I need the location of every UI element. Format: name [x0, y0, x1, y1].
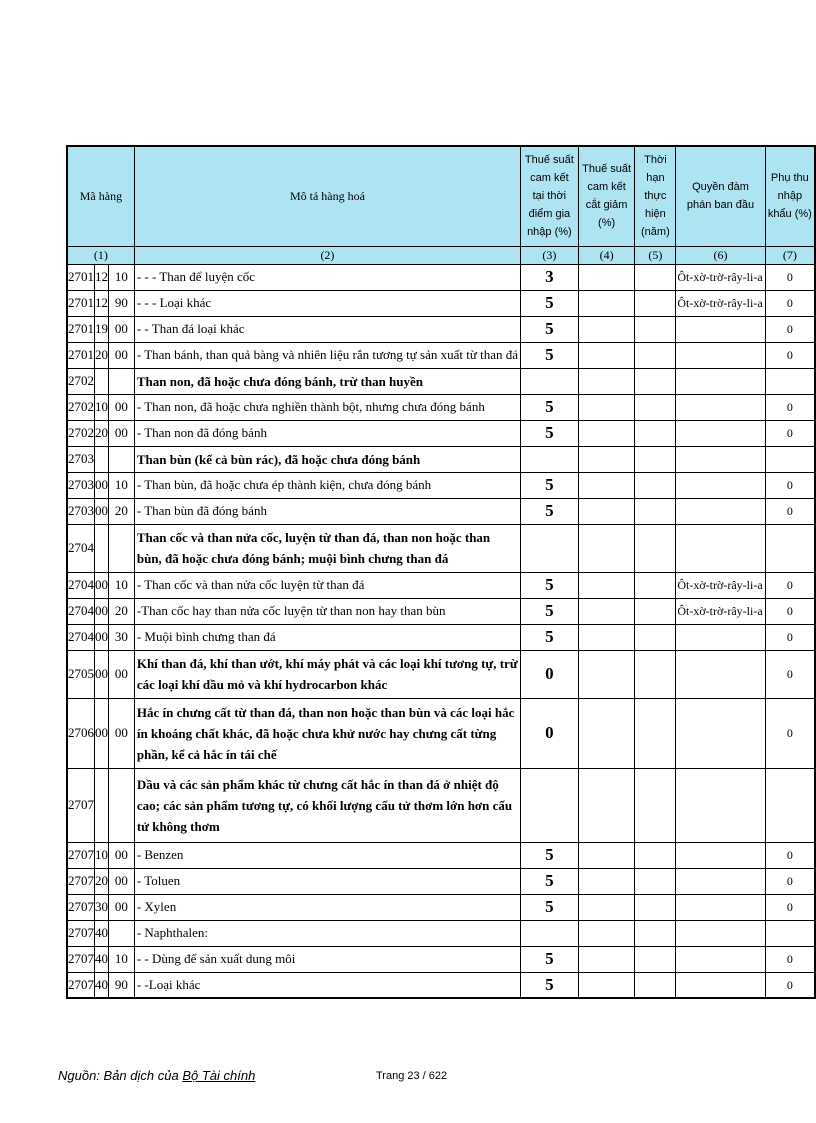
subheading-code: 00: [95, 472, 109, 498]
negotiating-rights: [676, 446, 765, 472]
description: - - - Than để luyện cốc: [134, 264, 520, 290]
negotiating-rights: [676, 472, 765, 498]
tariff-line-code: 30: [109, 624, 135, 650]
tariff-line-code: 00: [109, 698, 135, 768]
negotiating-rights: [676, 524, 765, 572]
negotiating-rights: [676, 868, 765, 894]
table-row: [67, 920, 815, 946]
reduced-rate: [578, 290, 635, 316]
heading-code: 2701: [67, 316, 95, 342]
tariff-line-code: 10: [109, 572, 135, 598]
heading-code: 2707: [67, 842, 95, 868]
tariff-line-code: 00: [109, 394, 135, 420]
import-surcharge: 0: [765, 598, 815, 624]
import-surcharge: 0: [765, 498, 815, 524]
negotiating-rights: Ôt-xờ-trờ-rây-li-a: [676, 290, 765, 316]
import-surcharge: 0: [765, 624, 815, 650]
subheading-code: 40: [95, 972, 109, 998]
import-surcharge: [765, 446, 815, 472]
heading-code: 2702: [67, 368, 95, 394]
base-rate: [521, 920, 579, 946]
table-row: [67, 972, 815, 998]
subheading-code: [95, 524, 109, 572]
reduced-rate: [578, 894, 635, 920]
col-number: (2): [134, 246, 520, 264]
implementation-period: [635, 342, 676, 368]
import-surcharge: 0: [765, 290, 815, 316]
negotiating-rights: [676, 842, 765, 868]
import-surcharge: 0: [765, 946, 815, 972]
heading-code: 2707: [67, 920, 95, 946]
description: Than bùn (kể cả bùn rác), đã hoặc chưa đóng bánh: [134, 446, 520, 472]
source-prefix: Nguồn: Bản dịch của: [58, 1068, 183, 1083]
tariff-line-code: 00: [109, 868, 135, 894]
subheading-code: 20: [95, 420, 109, 446]
description: - - Dùng để sản xuất dung môi: [134, 946, 520, 972]
reduced-rate: [578, 394, 635, 420]
description: Than non, đã hoặc chưa đóng bánh, trừ than huyền: [134, 368, 520, 394]
col-number: (4): [578, 246, 635, 264]
negotiating-rights: [676, 698, 765, 768]
table-row: [67, 446, 815, 472]
reduced-rate: [578, 420, 635, 446]
source-note: [58, 1068, 255, 1083]
base-rate: 5: [521, 316, 579, 342]
heading-code: 2704: [67, 624, 95, 650]
description: - Benzen: [134, 842, 520, 868]
import-surcharge: 0: [765, 472, 815, 498]
heading-code: 2707: [67, 868, 95, 894]
reduced-rate: [578, 868, 635, 894]
import-surcharge: [765, 524, 815, 572]
import-surcharge: 0: [765, 316, 815, 342]
description: - Naphthalen:: [134, 920, 520, 946]
negotiating-rights: [676, 420, 765, 446]
description: Khí than đá, khí than ướt, khí máy phát và các loại khí tương tự, trừ các loại khí dầu mỏ và khí hydrocarbon khác: [134, 650, 520, 698]
subheading-code: 20: [95, 868, 109, 894]
tariff-line-code: 00: [109, 894, 135, 920]
implementation-period: [635, 368, 676, 394]
subheading-code: 00: [95, 698, 109, 768]
import-surcharge: [765, 920, 815, 946]
table-row: [67, 894, 815, 920]
import-surcharge: 0: [765, 972, 815, 998]
table-row: [67, 868, 815, 894]
reduced-rate: [578, 472, 635, 498]
col-number: (7): [765, 246, 815, 264]
tariff-line-code: 00: [109, 316, 135, 342]
implementation-period: [635, 972, 676, 998]
table-row: [67, 946, 815, 972]
reduced-rate: [578, 316, 635, 342]
description: - Toluen: [134, 868, 520, 894]
tariff-line-code: 10: [109, 946, 135, 972]
description: - Than non đã đóng bánh: [134, 420, 520, 446]
tariff-line-code: 90: [109, 290, 135, 316]
col-number: (5): [635, 246, 676, 264]
reduced-rate: [578, 572, 635, 598]
negotiating-rights: [676, 920, 765, 946]
heading-code: 2704: [67, 524, 95, 572]
header-quyen-dam-phan: Quyền đàm phán ban đầu: [676, 146, 765, 246]
implementation-period: [635, 472, 676, 498]
description: - Than bùn đã đóng bánh: [134, 498, 520, 524]
negotiating-rights: Ôt-xờ-trờ-rây-li-a: [676, 598, 765, 624]
base-rate: 5: [521, 572, 579, 598]
heading-code: 2703: [67, 472, 95, 498]
import-surcharge: 0: [765, 842, 815, 868]
description: - Than bánh, than quả bàng và nhiên liệu rắn tương tự sản xuất từ than đá: [134, 342, 520, 368]
reduced-rate: [578, 342, 635, 368]
base-rate: [521, 768, 579, 842]
import-surcharge: [765, 768, 815, 842]
table-row: [67, 572, 815, 598]
implementation-period: [635, 868, 676, 894]
negotiating-rights: [676, 316, 765, 342]
subheading-code: 40: [95, 920, 109, 946]
subheading-code: 12: [95, 290, 109, 316]
table-row: [67, 394, 815, 420]
description: - Than non, đã hoặc chưa nghiền thành bột, nhưng chưa đóng bánh: [134, 394, 520, 420]
implementation-period: [635, 842, 676, 868]
tariff-line-code: 20: [109, 598, 135, 624]
table-row: [67, 342, 815, 368]
heading-code: 2702: [67, 420, 95, 446]
tariff-line-code: 90: [109, 972, 135, 998]
table-row: [67, 316, 815, 342]
heading-code: 2701: [67, 290, 95, 316]
table-row: [67, 368, 815, 394]
column-number-row: [67, 246, 815, 264]
implementation-period: [635, 572, 676, 598]
negotiating-rights: [676, 768, 765, 842]
tariff-rows: [67, 264, 815, 998]
description: Hắc ín chưng cất từ than đá, than non hoặc than bùn và các loại hắc ín khoáng chất khác, đã hoặc chưa khử nước hay chưng cất từng phần, kể cả hắc ín tái chế: [134, 698, 520, 768]
table-row: [67, 768, 815, 842]
header-phu-thu: Phụ thu nhập khẩu (%): [765, 146, 815, 246]
tariff-table: [66, 145, 816, 999]
source-org: Bộ Tài chính: [182, 1068, 256, 1083]
table-row: [67, 498, 815, 524]
tariff-line-code: 00: [109, 650, 135, 698]
implementation-period: [635, 420, 676, 446]
subheading-code: 00: [95, 498, 109, 524]
reduced-rate: [578, 368, 635, 394]
negotiating-rights: Ôt-xờ-trờ-rây-li-a: [676, 572, 765, 598]
subheading-code: [95, 446, 109, 472]
negotiating-rights: Ôt-xờ-trờ-rây-li-a: [676, 264, 765, 290]
table-row: [67, 290, 815, 316]
reduced-rate: [578, 698, 635, 768]
header-thue-suat-cat-giam: Thuế suất cam kết cắt giảm (%): [578, 146, 635, 246]
subheading-code: 20: [95, 342, 109, 368]
base-rate: 5: [521, 842, 579, 868]
base-rate: 5: [521, 868, 579, 894]
base-rate: [521, 368, 579, 394]
description: - Than bùn, đã hoặc chưa ép thành kiện, chưa đóng bánh: [134, 472, 520, 498]
subheading-code: 10: [95, 842, 109, 868]
table-row: [67, 698, 815, 768]
subheading-code: 30: [95, 894, 109, 920]
header-thoi-han: Thời hạn thực hiện (năm): [635, 146, 676, 246]
description: - Xylen: [134, 894, 520, 920]
base-rate: 5: [521, 624, 579, 650]
tariff-line-code: [109, 368, 135, 394]
base-rate: 5: [521, 394, 579, 420]
description: - Than cốc và than nửa cốc luyện từ than đá: [134, 572, 520, 598]
import-surcharge: 0: [765, 868, 815, 894]
tariff-line-code: 00: [109, 342, 135, 368]
implementation-period: [635, 264, 676, 290]
negotiating-rights: [676, 972, 765, 998]
negotiating-rights: [676, 368, 765, 394]
implementation-period: [635, 290, 676, 316]
import-surcharge: [765, 368, 815, 394]
reduced-rate: [578, 524, 635, 572]
negotiating-rights: [676, 394, 765, 420]
heading-code: 2704: [67, 572, 95, 598]
subheading-code: 00: [95, 650, 109, 698]
description: Than cốc và than nửa cốc, luyện từ than đá, than non hoặc than bùn, đã hoặc chưa đóng bánh; muội bình chưng than đá: [134, 524, 520, 572]
heading-code: 2707: [67, 946, 95, 972]
negotiating-rights: [676, 624, 765, 650]
reduced-rate: [578, 768, 635, 842]
description: - - - Loại khác: [134, 290, 520, 316]
reduced-rate: [578, 598, 635, 624]
subheading-code: 10: [95, 394, 109, 420]
implementation-period: [635, 920, 676, 946]
reduced-rate: [578, 972, 635, 998]
negotiating-rights: [676, 650, 765, 698]
negotiating-rights: [676, 894, 765, 920]
base-rate: 5: [521, 946, 579, 972]
heading-code: 2701: [67, 342, 95, 368]
tariff-line-code: 10: [109, 264, 135, 290]
import-surcharge: 0: [765, 572, 815, 598]
implementation-period: [635, 316, 676, 342]
description: - - Than đá loại khác: [134, 316, 520, 342]
tariff-line-code: [109, 446, 135, 472]
reduced-rate: [578, 946, 635, 972]
implementation-period: [635, 698, 676, 768]
tariff-line-code: 00: [109, 420, 135, 446]
import-surcharge: 0: [765, 394, 815, 420]
tariff-line-code: [109, 768, 135, 842]
table-row: [67, 420, 815, 446]
col-number: (6): [676, 246, 765, 264]
implementation-period: [635, 498, 676, 524]
implementation-period: [635, 446, 676, 472]
base-rate: [521, 524, 579, 572]
col-number: (3): [521, 246, 579, 264]
base-rate: 5: [521, 472, 579, 498]
description: - Muội bình chưng than đá: [134, 624, 520, 650]
base-rate: 5: [521, 598, 579, 624]
reduced-rate: [578, 650, 635, 698]
heading-code: 2702: [67, 394, 95, 420]
tariff-line-code: [109, 524, 135, 572]
tariff-line-code: [109, 920, 135, 946]
table-row: [67, 650, 815, 698]
subheading-code: 12: [95, 264, 109, 290]
negotiating-rights: [676, 342, 765, 368]
base-rate: 3: [521, 264, 579, 290]
import-surcharge: 0: [765, 894, 815, 920]
tariff-line-code: 00: [109, 842, 135, 868]
base-rate: 5: [521, 420, 579, 446]
subheading-code: 00: [95, 598, 109, 624]
heading-code: 2703: [67, 498, 95, 524]
col-number: (1): [67, 246, 134, 264]
base-rate: 0: [521, 650, 579, 698]
reduced-rate: [578, 498, 635, 524]
subheading-code: [95, 768, 109, 842]
heading-code: 2706: [67, 698, 95, 768]
subheading-code: 00: [95, 624, 109, 650]
subheading-code: 00: [95, 572, 109, 598]
heading-code: 2707: [67, 894, 95, 920]
heading-code: 2704: [67, 598, 95, 624]
heading-code: 2707: [67, 972, 95, 998]
page-number: Trang 23 / 622: [376, 1070, 448, 1082]
table-row: [67, 624, 815, 650]
header-ma-hang: Mã hàng: [67, 146, 134, 246]
table-row: [67, 524, 815, 572]
table-row: [67, 598, 815, 624]
base-rate: 5: [521, 972, 579, 998]
base-rate: 0: [521, 698, 579, 768]
negotiating-rights: [676, 946, 765, 972]
header-mo-ta: Mô tả hàng hoá: [134, 146, 520, 246]
reduced-rate: [578, 446, 635, 472]
header-thue-suat-gia-nhap: Thuế suất cam kết tại thời điểm gia nhập (%): [521, 146, 579, 246]
heading-code: 2701: [67, 264, 95, 290]
table-row: [67, 472, 815, 498]
implementation-period: [635, 768, 676, 842]
base-rate: 5: [521, 498, 579, 524]
heading-code: 2703: [67, 446, 95, 472]
subheading-code: 19: [95, 316, 109, 342]
implementation-period: [635, 524, 676, 572]
base-rate: [521, 446, 579, 472]
base-rate: 5: [521, 290, 579, 316]
description: - -Loại khác: [134, 972, 520, 998]
subheading-code: [95, 368, 109, 394]
implementation-period: [635, 894, 676, 920]
import-surcharge: 0: [765, 698, 815, 768]
implementation-period: [635, 946, 676, 972]
tariff-line-code: 20: [109, 498, 135, 524]
reduced-rate: [578, 920, 635, 946]
reduced-rate: [578, 264, 635, 290]
tariff-line-code: 10: [109, 472, 135, 498]
base-rate: 5: [521, 894, 579, 920]
import-surcharge: 0: [765, 264, 815, 290]
table-row: [67, 264, 815, 290]
implementation-period: [635, 394, 676, 420]
heading-code: 2705: [67, 650, 95, 698]
implementation-period: [635, 598, 676, 624]
reduced-rate: [578, 842, 635, 868]
import-surcharge: 0: [765, 650, 815, 698]
implementation-period: [635, 624, 676, 650]
negotiating-rights: [676, 498, 765, 524]
description: Dầu và các sản phẩm khác từ chưng cất hắc ín than đá ở nhiệt độ cao; các sản phẩm tương tự, có khối lượng cấu tử thơm lớn hơn cấu tử không thơm: [134, 768, 520, 842]
heading-code: 2707: [67, 768, 95, 842]
import-surcharge: 0: [765, 342, 815, 368]
table-row: [67, 842, 815, 868]
subheading-code: 40: [95, 946, 109, 972]
import-surcharge: 0: [765, 420, 815, 446]
description: -Than cốc hay than nửa cốc luyện từ than non hay than bùn: [134, 598, 520, 624]
base-rate: 5: [521, 342, 579, 368]
implementation-period: [635, 650, 676, 698]
reduced-rate: [578, 624, 635, 650]
